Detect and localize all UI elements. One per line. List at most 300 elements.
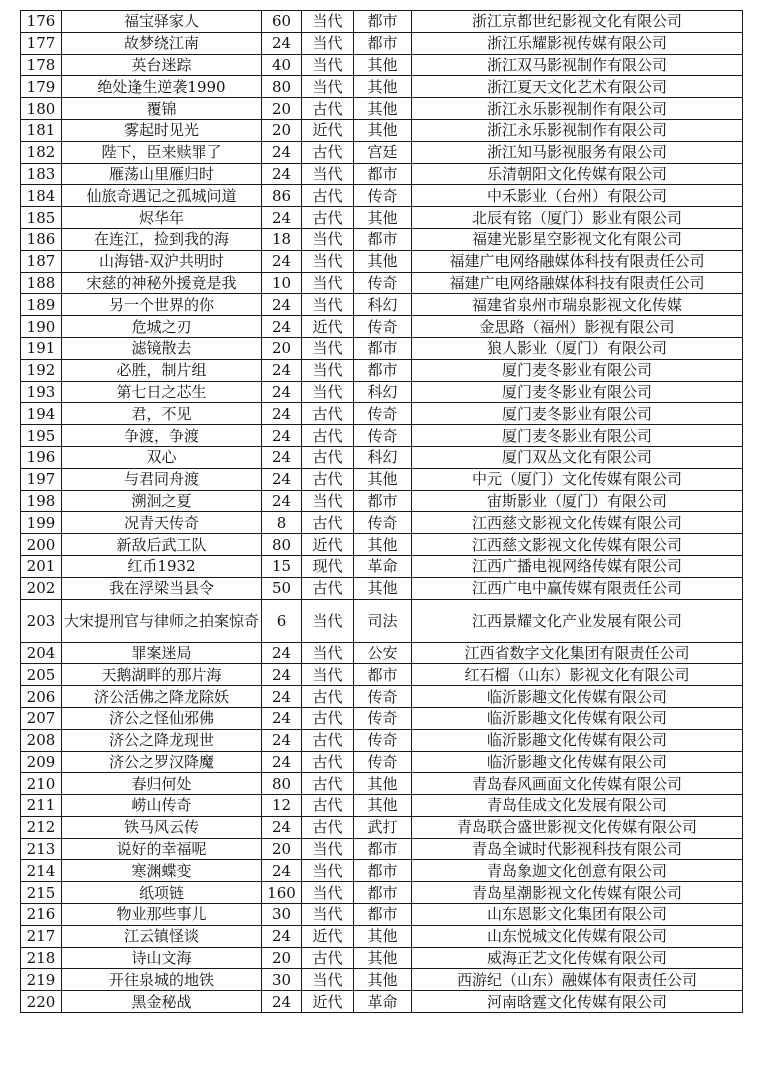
company-cell: 青岛春风画面文化传媒有限公司 [412,773,743,795]
era-cell: 当代 [302,228,354,250]
era-cell: 当代 [302,32,354,54]
table-row [21,729,743,751]
era-cell: 当代 [302,860,354,882]
genre-cell: 其他 [354,76,412,98]
era-cell: 古代 [302,729,354,751]
era-cell: 近代 [302,119,354,141]
genre-cell: 都市 [354,490,412,512]
episodes-cell: 15 [262,555,302,577]
era-cell: 古代 [302,751,354,773]
era-cell: 古代 [302,773,354,795]
row-number-cell: 192 [21,359,62,381]
episodes-cell: 24 [262,664,302,686]
company-cell: 山东恩影文化集团有限公司 [412,904,743,926]
company-cell: 红石榴（山东）影视文化有限公司 [412,664,743,686]
table-row [21,98,743,120]
row-number-cell: 179 [21,76,62,98]
table-row [21,359,743,381]
title-cell: 济公之降龙现世 [62,729,262,751]
episodes-cell: 24 [262,446,302,468]
row-number-cell: 191 [21,337,62,359]
episodes-cell: 20 [262,337,302,359]
row-number-cell: 218 [21,947,62,969]
company-cell: 厦门麦冬影业有限公司 [412,403,743,425]
genre-cell: 传奇 [354,185,412,207]
era-cell: 古代 [302,425,354,447]
company-cell: 浙江永乐影视制作有限公司 [412,98,743,120]
era-cell: 古代 [302,577,354,599]
era-cell: 古代 [302,468,354,490]
company-cell: 威海正艺文化传媒有限公司 [412,947,743,969]
genre-cell: 传奇 [354,316,412,338]
title-cell: 济公之怪仙邪佛 [62,707,262,729]
row-number-cell: 209 [21,751,62,773]
genre-cell: 其他 [354,577,412,599]
era-cell: 当代 [302,250,354,272]
era-cell: 当代 [302,904,354,926]
table-row [21,751,743,773]
episodes-cell: 30 [262,904,302,926]
title-cell: 溯洄之夏 [62,490,262,512]
genre-cell: 其他 [354,98,412,120]
era-cell: 近代 [302,925,354,947]
genre-cell: 都市 [354,860,412,882]
company-cell: 河南晗霆文化传媒有限公司 [412,991,743,1013]
genre-cell: 公安 [354,642,412,664]
company-cell: 金思路（福州）影视有限公司 [412,316,743,338]
genre-cell: 其他 [354,795,412,817]
era-cell: 古代 [302,512,354,534]
company-cell: 江西慈文影视文化传媒有限公司 [412,534,743,556]
title-cell: 必胜，制片组 [62,359,262,381]
title-cell: 济公之罗汉降魔 [62,751,262,773]
title-cell: 铁马风云传 [62,816,262,838]
genre-cell: 革命 [354,991,412,1013]
row-number-cell: 198 [21,490,62,512]
table-row [21,54,743,76]
row-number-cell: 197 [21,468,62,490]
era-cell: 当代 [302,76,354,98]
title-cell: 大宋提刑官与律师之拍案惊奇 [62,599,262,642]
row-number-cell: 193 [21,381,62,403]
company-cell: 青岛星潮影视文化传媒有限公司 [412,882,743,904]
title-cell: 滤镜散去 [62,337,262,359]
era-cell: 古代 [302,207,354,229]
row-number-cell: 194 [21,403,62,425]
drama-list-table [20,10,743,1013]
company-cell: 青岛象迦文化创意有限公司 [412,860,743,882]
title-cell: 说好的幸福呢 [62,838,262,860]
table-row [21,642,743,664]
table-row [21,425,743,447]
episodes-cell: 24 [262,816,302,838]
company-cell: 临沂影趣文化传媒有限公司 [412,686,743,708]
table-row [21,795,743,817]
era-cell: 近代 [302,316,354,338]
title-cell: 宋慈的神秘外援竟是我 [62,272,262,294]
genre-cell: 都市 [354,11,412,33]
company-cell: 青岛联合盛世影视文化传媒有限公司 [412,816,743,838]
era-cell: 古代 [302,185,354,207]
genre-cell: 其他 [354,969,412,991]
title-cell: 罪案迷局 [62,642,262,664]
table-row [21,947,743,969]
row-number-cell: 189 [21,294,62,316]
era-cell: 近代 [302,991,354,1013]
row-number-cell: 203 [21,599,62,642]
row-number-cell: 206 [21,686,62,708]
table-row [21,294,743,316]
episodes-cell: 20 [262,838,302,860]
title-cell: 雾起时见光 [62,119,262,141]
table-row [21,316,743,338]
row-number-cell: 190 [21,316,62,338]
table-row [21,272,743,294]
table-row [21,228,743,250]
genre-cell: 都市 [354,337,412,359]
company-cell: 江西广电中赢传媒有限责任公司 [412,577,743,599]
company-cell: 福建省泉州市瑞泉影视文化传媒 [412,294,743,316]
genre-cell: 传奇 [354,425,412,447]
row-number-cell: 205 [21,664,62,686]
episodes-cell: 40 [262,54,302,76]
era-cell: 当代 [302,359,354,381]
genre-cell: 其他 [354,250,412,272]
title-cell: 与君同舟渡 [62,468,262,490]
genre-cell: 其他 [354,773,412,795]
company-cell: 厦门双丛文化有限公司 [412,446,743,468]
episodes-cell: 8 [262,512,302,534]
era-cell: 现代 [302,555,354,577]
era-cell: 当代 [302,381,354,403]
company-cell: 浙江夏天文化艺术有限公司 [412,76,743,98]
table-row [21,882,743,904]
era-cell: 当代 [302,838,354,860]
genre-cell: 都市 [354,838,412,860]
genre-cell: 武打 [354,816,412,838]
era-cell: 古代 [302,795,354,817]
row-number-cell: 181 [21,119,62,141]
episodes-cell: 24 [262,250,302,272]
era-cell: 近代 [302,534,354,556]
company-cell: 中元（厦门）文化传媒有限公司 [412,468,743,490]
episodes-cell: 20 [262,119,302,141]
table-row [21,555,743,577]
table-row [21,11,743,33]
episodes-cell: 24 [262,294,302,316]
genre-cell: 其他 [354,925,412,947]
row-number-cell: 217 [21,925,62,947]
genre-cell: 传奇 [354,686,412,708]
company-cell: 江西慈文影视文化传媒有限公司 [412,512,743,534]
genre-cell: 都市 [354,882,412,904]
title-cell: 双心 [62,446,262,468]
title-cell: 雁荡山里雁归时 [62,163,262,185]
title-cell: 开往泉城的地铁 [62,969,262,991]
company-cell: 厦门麦冬影业有限公司 [412,425,743,447]
title-cell: 济公活佛之降龙除妖 [62,686,262,708]
era-cell: 古代 [302,446,354,468]
episodes-cell: 80 [262,534,302,556]
genre-cell: 革命 [354,555,412,577]
era-cell: 当代 [302,272,354,294]
era-cell: 古代 [302,816,354,838]
table-row [21,468,743,490]
row-number-cell: 182 [21,141,62,163]
title-cell: 寒渊蝶变 [62,860,262,882]
table-row [21,925,743,947]
genre-cell: 都市 [354,228,412,250]
episodes-cell: 30 [262,969,302,991]
episodes-cell: 24 [262,359,302,381]
row-number-cell: 195 [21,425,62,447]
table-row [21,163,743,185]
table-row [21,119,743,141]
row-number-cell: 204 [21,642,62,664]
episodes-cell: 24 [262,141,302,163]
table-row [21,512,743,534]
episodes-cell: 86 [262,185,302,207]
table-row [21,185,743,207]
row-number-cell: 207 [21,707,62,729]
table-row [21,32,743,54]
company-cell: 青岛佳成文化发展有限公司 [412,795,743,817]
company-cell: 浙江知马影视服务有限公司 [412,141,743,163]
company-cell: 江西景耀文化产业发展有限公司 [412,599,743,642]
table-row [21,838,743,860]
table-row [21,904,743,926]
genre-cell: 其他 [354,468,412,490]
row-number-cell: 216 [21,904,62,926]
episodes-cell: 24 [262,642,302,664]
era-cell: 当代 [302,642,354,664]
company-cell: 江西广播电视网络传媒有限公司 [412,555,743,577]
title-cell: 我在浮梁当县令 [62,577,262,599]
episodes-cell: 24 [262,860,302,882]
table-row [21,381,743,403]
row-number-cell: 202 [21,577,62,599]
table-row [21,76,743,98]
episodes-cell: 24 [262,686,302,708]
table-row [21,250,743,272]
row-number-cell: 210 [21,773,62,795]
title-cell: 覆锦 [62,98,262,120]
era-cell: 古代 [302,98,354,120]
era-cell: 当代 [302,294,354,316]
table-row [21,664,743,686]
era-cell: 古代 [302,707,354,729]
row-number-cell: 185 [21,207,62,229]
episodes-cell: 24 [262,403,302,425]
table-row [21,403,743,425]
title-cell: 第七日之芯生 [62,381,262,403]
table-row [21,991,743,1013]
row-number-cell: 176 [21,11,62,33]
row-number-cell: 213 [21,838,62,860]
company-cell: 福建光影星空影视文化有限公司 [412,228,743,250]
episodes-cell: 24 [262,925,302,947]
genre-cell: 其他 [354,207,412,229]
genre-cell: 传奇 [354,403,412,425]
row-number-cell: 211 [21,795,62,817]
company-cell: 浙江永乐影视制作有限公司 [412,119,743,141]
title-cell: 烬华年 [62,207,262,229]
era-cell: 当代 [302,969,354,991]
title-cell: 天鹅湖畔的那片海 [62,664,262,686]
row-number-cell: 208 [21,729,62,751]
title-cell: 另一个世界的你 [62,294,262,316]
episodes-cell: 24 [262,751,302,773]
row-number-cell: 201 [21,555,62,577]
row-number-cell: 196 [21,446,62,468]
genre-cell: 其他 [354,947,412,969]
episodes-cell: 24 [262,729,302,751]
row-number-cell: 219 [21,969,62,991]
table-row [21,969,743,991]
row-number-cell: 180 [21,98,62,120]
genre-cell: 其他 [354,119,412,141]
episodes-cell: 24 [262,316,302,338]
company-cell: 临沂影趣文化传媒有限公司 [412,707,743,729]
title-cell: 在连江，捡到我的海 [62,228,262,250]
company-cell: 青岛全诚时代影视科技有限公司 [412,838,743,860]
company-cell: 福建广电网络融媒体科技有限责任公司 [412,272,743,294]
company-cell: 临沂影趣文化传媒有限公司 [412,729,743,751]
episodes-cell: 10 [262,272,302,294]
genre-cell: 司法 [354,599,412,642]
genre-cell: 传奇 [354,751,412,773]
title-cell: 春归何处 [62,773,262,795]
episodes-cell: 6 [262,599,302,642]
title-cell: 危城之刃 [62,316,262,338]
row-number-cell: 178 [21,54,62,76]
genre-cell: 传奇 [354,512,412,534]
row-number-cell: 183 [21,163,62,185]
company-cell: 浙江双马影视制作有限公司 [412,54,743,76]
company-cell: 乐清朝阳文化传媒有限公司 [412,163,743,185]
genre-cell: 科幻 [354,446,412,468]
title-cell: 绝处逢生逆袭1990 [62,76,262,98]
era-cell: 当代 [302,54,354,76]
row-number-cell: 215 [21,882,62,904]
title-cell: 江云镇怪谈 [62,925,262,947]
era-cell: 当代 [302,11,354,33]
title-cell: 纸项链 [62,882,262,904]
era-cell: 当代 [302,664,354,686]
row-number-cell: 187 [21,250,62,272]
title-cell: 仙旅奇遇记之孤城问道 [62,185,262,207]
title-cell: 君，不见 [62,403,262,425]
episodes-cell: 60 [262,11,302,33]
row-number-cell: 184 [21,185,62,207]
genre-cell: 都市 [354,163,412,185]
table-row [21,534,743,556]
title-cell: 诗山文海 [62,947,262,969]
table-row [21,599,743,642]
episodes-cell: 80 [262,76,302,98]
company-cell: 中禾影业（台州）有限公司 [412,185,743,207]
row-number-cell: 199 [21,512,62,534]
era-cell: 当代 [302,337,354,359]
genre-cell: 其他 [354,54,412,76]
row-number-cell: 220 [21,991,62,1013]
episodes-cell: 24 [262,207,302,229]
title-cell: 红币1932 [62,555,262,577]
genre-cell: 科幻 [354,294,412,316]
genre-cell: 传奇 [354,272,412,294]
company-cell: 山东悦城文化传媒有限公司 [412,925,743,947]
genre-cell: 都市 [354,32,412,54]
genre-cell: 其他 [354,534,412,556]
era-cell: 古代 [302,403,354,425]
episodes-cell: 24 [262,468,302,490]
era-cell: 当代 [302,599,354,642]
title-cell: 故梦绕江南 [62,32,262,54]
genre-cell: 都市 [354,359,412,381]
table-row [21,207,743,229]
episodes-cell: 12 [262,795,302,817]
table-row [21,490,743,512]
episodes-cell: 160 [262,882,302,904]
company-cell: 宙斯影业（厦门）有限公司 [412,490,743,512]
table-row [21,577,743,599]
episodes-cell: 20 [262,947,302,969]
title-cell: 争渡，争渡 [62,425,262,447]
table-row [21,707,743,729]
genre-cell: 科幻 [354,381,412,403]
row-number-cell: 200 [21,534,62,556]
company-cell: 浙江京都世纪影视文化有限公司 [412,11,743,33]
company-cell: 北辰有铭（厦门）影业有限公司 [412,207,743,229]
table-body [21,11,743,1013]
genre-cell: 传奇 [354,729,412,751]
era-cell: 古代 [302,686,354,708]
era-cell: 当代 [302,490,354,512]
table-row [21,816,743,838]
table-row [21,686,743,708]
table-row [21,446,743,468]
company-cell: 狼人影业（厦门）有限公司 [412,337,743,359]
episodes-cell: 24 [262,991,302,1013]
genre-cell: 传奇 [354,707,412,729]
company-cell: 西游纪（山东）融媒体有限责任公司 [412,969,743,991]
era-cell: 当代 [302,882,354,904]
company-cell: 临沂影趣文化传媒有限公司 [412,751,743,773]
era-cell: 当代 [302,163,354,185]
title-cell: 黑金秘战 [62,991,262,1013]
genre-cell: 宫廷 [354,141,412,163]
episodes-cell: 24 [262,707,302,729]
title-cell: 况青天传奇 [62,512,262,534]
row-number-cell: 177 [21,32,62,54]
company-cell: 厦门麦冬影业有限公司 [412,359,743,381]
title-cell: 新敌后武工队 [62,534,262,556]
company-cell: 浙江乐耀影视传媒有限公司 [412,32,743,54]
row-number-cell: 214 [21,860,62,882]
title-cell: 英台迷踪 [62,54,262,76]
episodes-cell: 24 [262,381,302,403]
genre-cell: 都市 [354,664,412,686]
episodes-cell: 18 [262,228,302,250]
title-cell: 福宝驿家人 [62,11,262,33]
row-number-cell: 186 [21,228,62,250]
title-cell: 山海错-双沪共明时 [62,250,262,272]
row-number-cell: 212 [21,816,62,838]
episodes-cell: 50 [262,577,302,599]
era-cell: 古代 [302,141,354,163]
table-row [21,773,743,795]
title-cell: 崂山传奇 [62,795,262,817]
